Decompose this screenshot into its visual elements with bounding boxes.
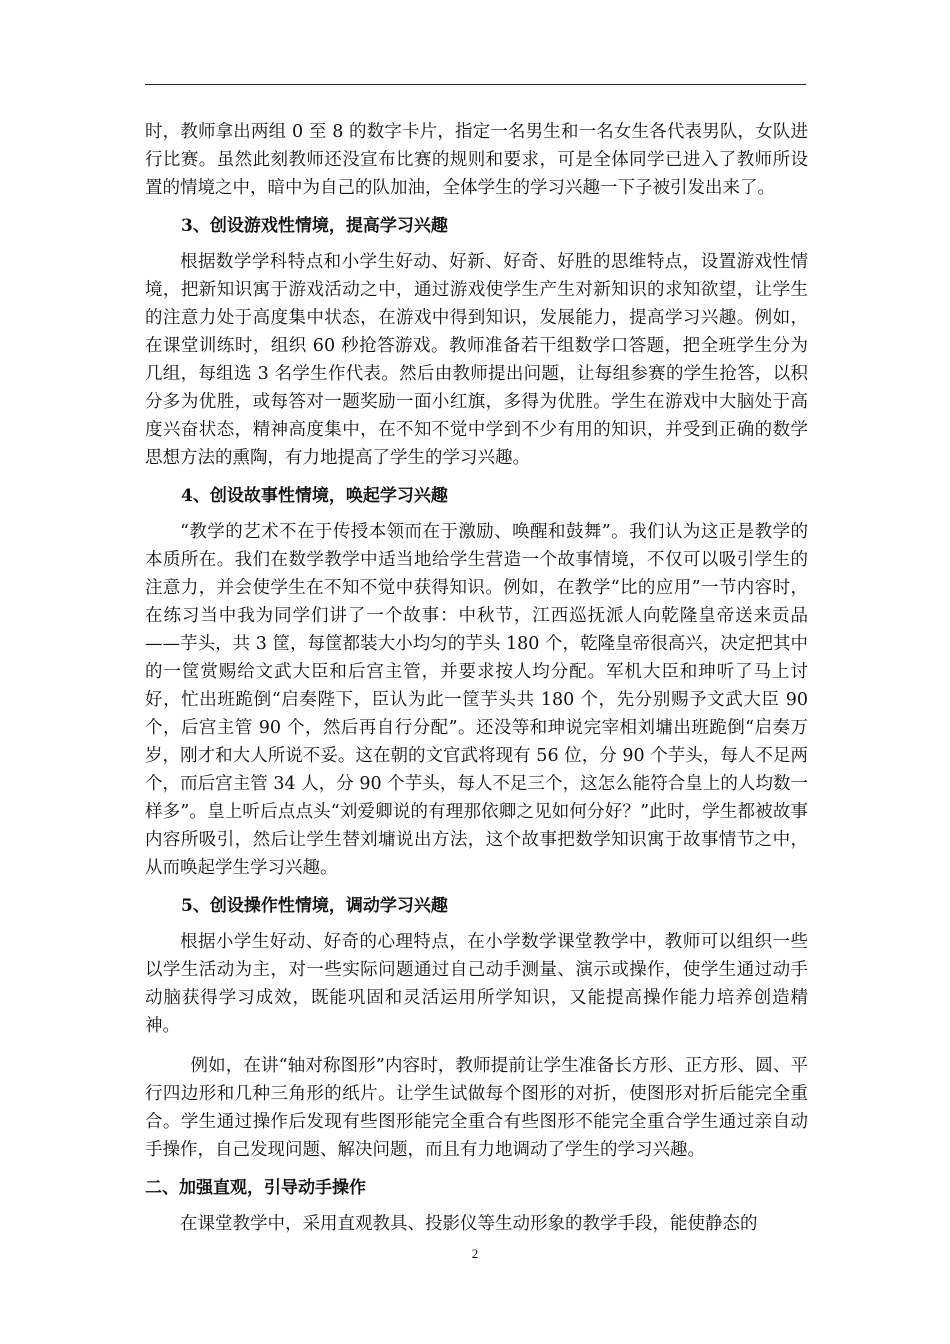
page-number: 2 <box>471 1246 479 1261</box>
paragraph-operation-situation: 根据小学生好动、好奇的心理特点，在小学数学课堂教学中，教师可以组织一些以学生活动为主，对一些实际问题通过自己动手测量、演示或操作，使学生通过动手动脑获得学习成效，既能巩固和灵活运用所学知识，又能提高操作能力培养创造精神。 <box>145 932 808 1036</box>
section-heading-5: 5、创设操作性情境，调动学习兴趣 <box>181 896 448 916</box>
paragraph-intuitive-teaching: 在课堂教学中，采用直观教具、投影仪等生动形象的教学手段，能使静态的 <box>180 1214 758 1234</box>
document-body <box>145 118 808 1238</box>
paragraph-example-symmetry: 例如，在讲“轴对称图形”内容时，教师提前让学生准备长方形、正方形、圆、平行四边形和几种三角形的纸片。让学生试做每个图形的对折，使图形对折后能完全重合。学生通过操作后发现有些图形能完全重合有些图形不能完全重合学生通过亲自动手操作，自己发现问题、解决问题，而且有力地调动了学生的学习兴趣。 <box>145 1056 808 1160</box>
paragraph-game-situation: 根据数学学科特点和小学生好动、好新、好奇、好胜的思维特点，设置游戏性情境，把新知识寓于游戏活动之中，通过游戏使学生产生对新知识的求知欲望，让学生的注意力处于高度集中状态，在游戏中得到知识，发展能力，提高学习兴趣。例如，在课堂训练时，组织 60 秒抢答游戏。教师准备若干组数学口答题，把全班学生分为几组，每组选 3 名学生作代表。然后由教师提出问题，让每组参赛的学生抢答，以积分多为优胜，或每答对一题奖励一面小红旗，多得为优胜。学生在游戏中大脑处于高度兴奋状态，精神高度集中，在不知不觉中学到不少有用的知识，并受到正确的数学思想方法的熏陶，有力地提高了学生的学习兴趣。 <box>145 252 808 468</box>
section-heading-4: 4、创设故事性情境，唤起学习兴趣 <box>181 486 448 506</box>
section-heading-3: 3、创设游戏性情境，提高学习兴趣 <box>181 216 448 236</box>
paragraph-gap <box>145 1040 808 1052</box>
paragraph-story-situation: “教学的艺术不在于传授本领而在于激励、唤醒和鼓舞”。我们认为这正是教学的本质所在。我们在数学教学中适当地给学生营造一个故事情境，不仅可以吸引学生的注意力，并会使学生在不知不觉中获得知识。例如，在教学“比的应用”一节内容时，在练习当中我为同学们讲了一个故事：中秋节，江西巡抚派人向乾隆皇帝送来贡品——芋头，共 3 筐，每筐都装大小均匀的芋头 180 个，乾隆皇帝很高兴，决定把其中的一筐赏赐给文武大臣和后宫主管，并要求按人均分配。军机大臣和珅听了马上讨好，忙出班跪倒“启奏陛下，臣认为此一筐芋头共 180 个，先分别赐予文武大臣 90 个，后宫主管 90 个，然后再自行分配”。还没等和珅说完宰相刘墉出班跪倒“启奏万岁，刚才和大人所说不妥。这在朝的文官武将现有 56 位，分 90 个芋头，每人不足两个，而后宫主管 34 人，分 90 个芋头，每人不足三个，这怎么能符合皇上的人均数一样多”。皇上听后点点头“刘爱卿说的有理那依卿之见如何分好？”此时，学生都被故事内容所吸引，然后让学生替刘墉说出方法，这个故事把数学知识寓于故事情节之中，从而唤起学生学习兴趣。 <box>145 522 808 878</box>
paragraph-continuation: 时，教师拿出两组 0 至 8 的数字卡片，指定一名男生和一名女生各代表男队，女队进行比赛。虽然此刻教师还没宣布比赛的规则和要求，可是全体同学已进入了教师所设置的情境之中，暗中为自己的队加油，全体学生的学习兴趣一下子被引发出来了。 <box>145 122 808 198</box>
section-heading-main-2: 二、加强直观，引导动手操作 <box>145 1178 366 1198</box>
header-rule <box>145 84 806 85</box>
